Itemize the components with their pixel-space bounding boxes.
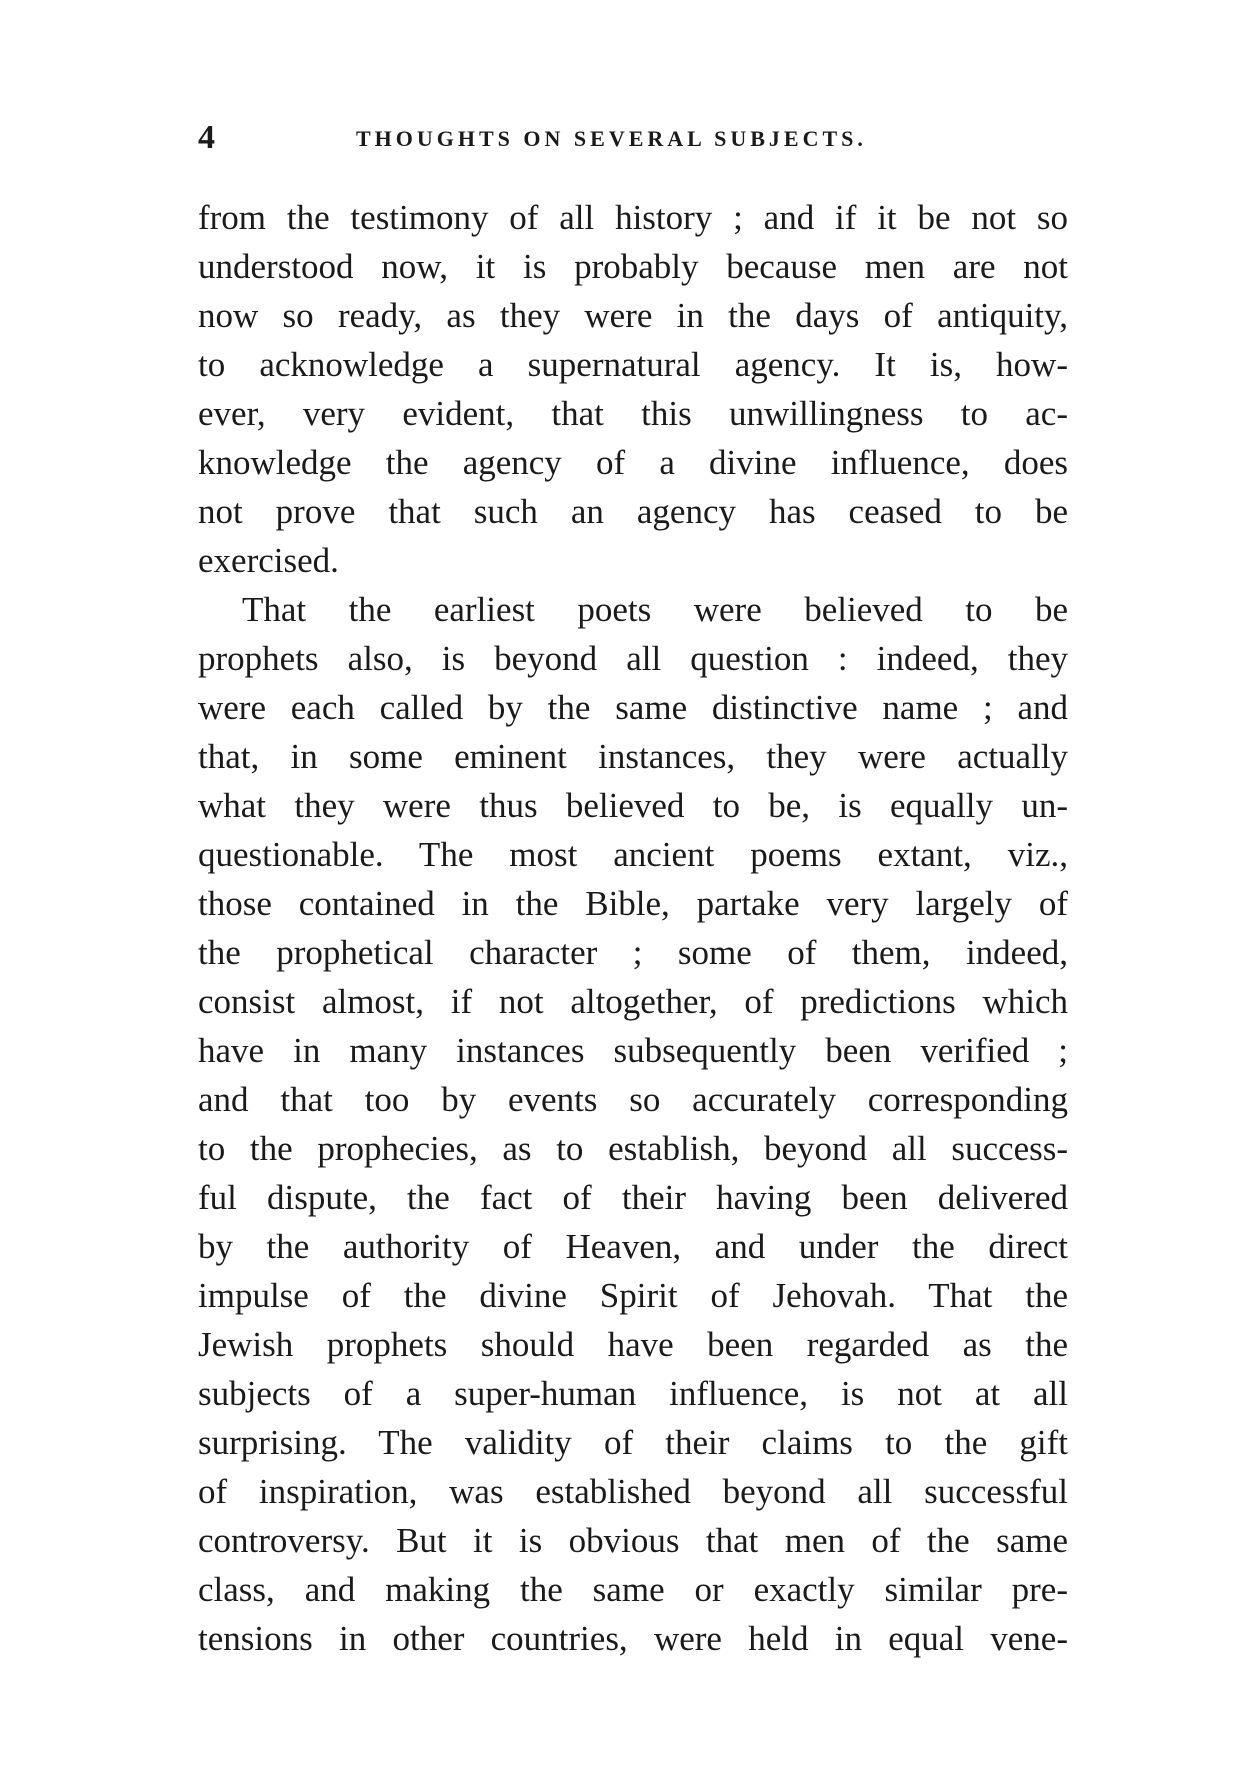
text-line: have in many instances subsequently been verified ;	[198, 1031, 1068, 1070]
text-line: subjects of a super-human influence, is not at all	[198, 1374, 1068, 1413]
paragraph-1	[198, 193, 1068, 585]
running-title: THOUGHTS ON SEVERAL SUBJECTS.	[356, 126, 867, 151]
text-line: what they were thus believed to be, is equally un-	[198, 786, 1068, 825]
text-line: knowledge the agency of a divine influence, does	[198, 443, 1068, 482]
text-line: ever, very evident, that this unwillingness to ac-	[198, 394, 1068, 433]
text-line: prophets also, is beyond all question : indeed, they	[198, 639, 1068, 678]
text-line: were each called by the same distinctive name ; and	[198, 688, 1068, 727]
text-line: from the testimony of all history ; and if it be not so	[198, 198, 1068, 237]
text-line: tensions in other countries, were held in equal vene-	[198, 1619, 1068, 1658]
text-line: the prophetical character ; some of them, indeed,	[198, 933, 1068, 972]
text-line: consist almost, if not altogether, of predictions which	[198, 982, 1068, 1021]
text-line: surprising. The validity of their claims to the gift	[198, 1423, 1068, 1462]
text-line: and that too by events so accurately corresponding	[198, 1080, 1068, 1119]
text-line: of inspiration, was established beyond all successful	[198, 1472, 1068, 1511]
text-line: Jewish prophets should have been regarded as the	[198, 1325, 1068, 1364]
text-line: by the authority of Heaven, and under the direct	[198, 1227, 1068, 1266]
text-line: not prove that such an agency has ceased to be	[198, 492, 1068, 531]
page-number: 4	[198, 119, 215, 156]
text-line: those contained in the Bible, partake very largely of	[198, 884, 1068, 923]
body-text	[198, 193, 1068, 1663]
paragraph-2	[198, 585, 1068, 1663]
text-line: exercised.	[198, 541, 339, 580]
text-line: to the prophecies, as to establish, beyond all success-	[198, 1129, 1068, 1168]
text-line: understood now, it is probably because men are not	[198, 247, 1068, 286]
text-line: to acknowledge a supernatural agency. It is, how-	[198, 345, 1068, 384]
text-line: now so ready, as they were in the days of antiquity,	[198, 296, 1068, 335]
text-line: impulse of the divine Spirit of Jehovah. That the	[198, 1276, 1068, 1315]
text-line: that, in some eminent instances, they were actually	[198, 737, 1068, 776]
text-line: That the earliest poets were believed to be	[242, 590, 1068, 629]
text-line: ful dispute, the fact of their having been delivered	[198, 1178, 1068, 1217]
text-line: questionable. The most ancient poems extant, viz.,	[198, 835, 1068, 874]
text-line: controversy. But it is obvious that men of the same	[198, 1521, 1068, 1560]
running-head	[198, 118, 1068, 158]
text-line: class, and making the same or exactly similar pre-	[198, 1570, 1068, 1609]
